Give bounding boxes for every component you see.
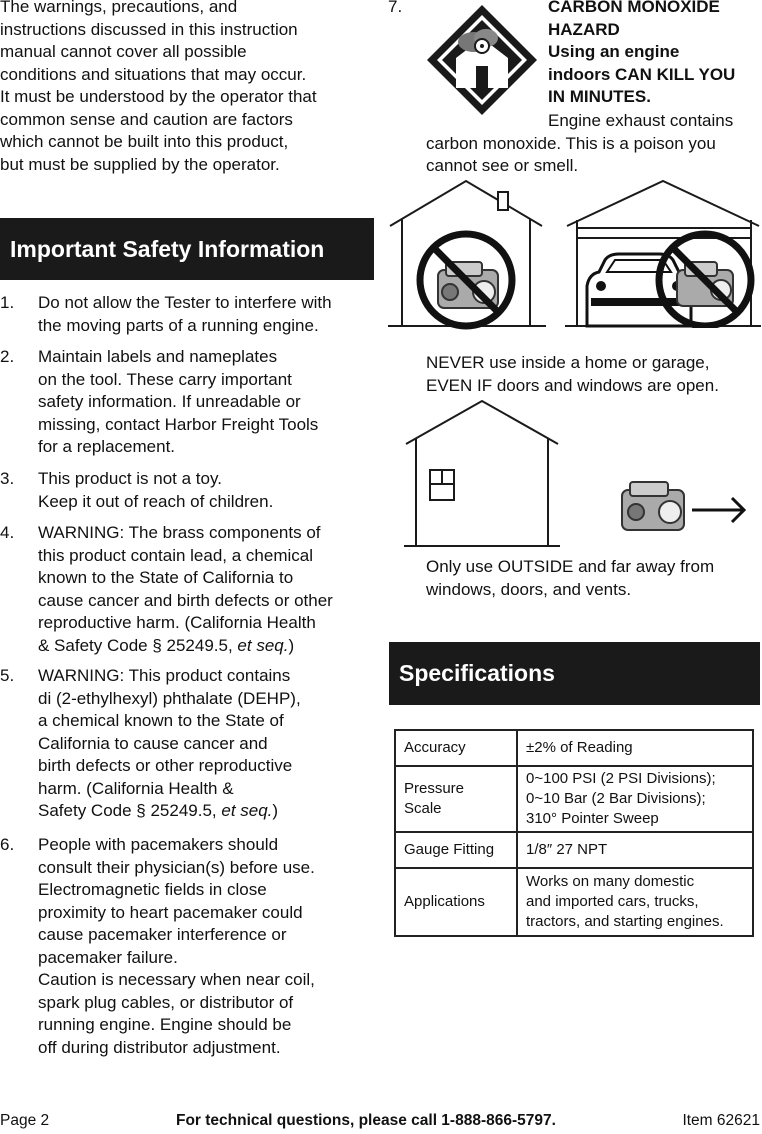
table-row [395, 832, 753, 868]
hazard-line: HAZARD [548, 19, 620, 39]
caption-line: EVEN IF doors and windows are open. [426, 375, 719, 395]
item-line: on the tool. These carry important [38, 369, 292, 389]
specifications-heading: Specifications [389, 642, 760, 705]
page-number: Page 2 [0, 1112, 50, 1129]
spec-value [517, 868, 753, 936]
hazard-line: indoors CAN KILL YOU [548, 64, 736, 84]
item-line: this product contain lead, a chemical [38, 545, 313, 565]
house-engine-prohibited-illustration [388, 178, 546, 330]
item-line: birth defects or other reproductive [38, 756, 293, 775]
caption-line: Only use OUTSIDE and far away from [426, 557, 715, 576]
item-line: cause cancer and birth defects or other [38, 590, 333, 610]
spec-value-line: 0~10 Bar (2 Bar Divisions); [526, 790, 706, 807]
spec-label [395, 868, 517, 936]
item-line: missing, contact Harbor Freight Tools [38, 414, 319, 434]
item-line: proximity to heart pacemaker could [38, 902, 303, 922]
caption-line: windows, doors, and vents. [426, 579, 632, 599]
item-number: 1. [0, 293, 15, 312]
item-line-text: ) [272, 801, 279, 820]
garage-engine-prohibited-illustration [565, 178, 761, 328]
intro-line: The warnings, precautions, and [0, 0, 238, 16]
spec-label [395, 832, 517, 868]
item-text [38, 665, 368, 823]
item-line: Electromagnetic fields in close [38, 880, 267, 899]
item-number: 5. [0, 666, 15, 685]
item-text [38, 346, 368, 459]
item-line: the moving parts of a running engine. [38, 315, 319, 335]
item-line: running engine. Engine should be [38, 1015, 292, 1034]
item-line [38, 635, 368, 658]
co-line: cannot see or smell. [426, 156, 579, 175]
intro-line: conditions and situations that may occur. [0, 64, 307, 84]
intro-line: but must be supplied by the operator. [0, 154, 280, 174]
spec-value-line: 0~100 PSI (2 PSI Divisions); [526, 770, 716, 787]
safety-heading: Important Safety Information [0, 218, 374, 280]
item-line-text: & Safety Code § 25249.5, [38, 635, 238, 655]
hazard-line: IN MINUTES. [548, 87, 651, 106]
item-text [38, 292, 368, 337]
spec-value-line: 310° Pointer Sweep [526, 810, 659, 827]
item-number: 4. [0, 523, 15, 542]
co-hazard-title [548, 0, 735, 109]
engine-icon [622, 482, 684, 530]
caption-line: NEVER use inside a home or garage, [426, 353, 710, 372]
spec-value-line: ±2% of Reading [526, 739, 633, 756]
engine-outside-illustration [620, 476, 748, 540]
item-line: di (2-ethylhexyl) phthalate (DEHP), [38, 688, 301, 708]
item-line: California to cause cancer and [38, 733, 268, 753]
item-line: for a replacement. [38, 437, 176, 456]
item-line: Caution is necessary when near coil, [38, 970, 315, 989]
table-row [395, 868, 753, 936]
spec-value-line: and imported cars, trucks, [526, 893, 699, 910]
co-description [426, 110, 756, 178]
item-line: safety information. If unreadable or [38, 392, 301, 411]
item-line: a chemical known to the State of [38, 711, 284, 730]
item-line: known to the State of California to [38, 568, 294, 587]
spec-value [517, 766, 753, 832]
item-line: harm. (California Health & [38, 778, 234, 798]
item-line-text: ) [288, 635, 295, 655]
item-line-text: Safety Code § 25249.5, [38, 801, 222, 820]
item-number: 3. [0, 469, 15, 488]
item-text [38, 522, 368, 657]
item-line: off during distributor adjustment. [38, 1037, 281, 1057]
spec-label [395, 730, 517, 766]
co-line: carbon monoxide. This is a poison you [426, 133, 716, 153]
spec-label-line: Applications [404, 893, 485, 910]
item-line: WARNING: The brass components of [38, 523, 321, 542]
item-line: reproductive harm. (California Health [38, 613, 316, 632]
house-illustration [404, 398, 560, 550]
intro-line: which cannot be built into this product, [0, 132, 289, 151]
item-line: WARNING: This product contains [38, 666, 291, 685]
item-line: Do not allow the Tester to interfere with [38, 293, 332, 312]
item-line: cause pacemaker interference or [38, 925, 287, 944]
specifications-table [394, 729, 754, 937]
item-line: Keep it out of reach of children. [38, 491, 274, 511]
spec-label-line: Pressure [404, 780, 465, 797]
item-text [38, 468, 368, 513]
item-line-emphasis: et seq. [221, 801, 273, 820]
technical-support-line: For technical questions, please call 1-888-866-5797. [176, 1112, 556, 1129]
item-line: People with pacemakers should [38, 835, 279, 854]
arrow-right-icon [692, 498, 744, 522]
never-indoors-caption [426, 352, 756, 397]
item-text [38, 834, 368, 1059]
intro-line: manual cannot cover all possible [0, 42, 247, 61]
hazard-line: CARBON MONOXIDE [548, 0, 720, 16]
spec-value-line: 1/8″ 27 NPT [526, 841, 608, 858]
item-line: Maintain labels and nameplates [38, 347, 278, 366]
item-number: 7. [388, 0, 403, 16]
item-number-footer: Item 62621 [682, 1112, 760, 1129]
spec-label-line: Accuracy [404, 739, 466, 756]
page-footer [0, 1112, 762, 1134]
co-line: Engine exhaust contains [548, 111, 734, 130]
item-line: consult their physician(s) before use. [38, 857, 315, 877]
outside-only-caption [426, 556, 756, 601]
spec-value [517, 832, 753, 868]
intro-line: It must be understood by the operator that [0, 87, 317, 106]
spec-label [395, 766, 517, 832]
spec-value-line: tractors, and starting engines. [526, 913, 724, 930]
table-row [395, 730, 753, 766]
item-line: spark plug cables, or distributor of [38, 992, 294, 1012]
spec-value-line: Works on many domestic [526, 873, 695, 890]
spec-label-line: Gauge Fitting [404, 841, 495, 858]
intro-line: instructions discussed in this instruction [0, 19, 298, 39]
item-line-emphasis: et seq. [237, 635, 289, 655]
table-row [395, 766, 753, 832]
spec-value [517, 730, 753, 766]
carbon-monoxide-hazard-icon [424, 2, 540, 118]
item-line: This product is not a toy. [38, 469, 222, 488]
intro-line: common sense and caution are factors [0, 109, 293, 129]
hazard-line: Using an engine [548, 42, 680, 61]
intro-paragraph [0, 0, 372, 176]
item-number: 2. [0, 347, 15, 366]
spec-label-line: Scale [404, 800, 442, 817]
item-line: pacemaker failure. [38, 947, 178, 967]
item-number: 6. [0, 835, 15, 854]
window-icon [430, 470, 454, 500]
item-line [38, 800, 368, 823]
